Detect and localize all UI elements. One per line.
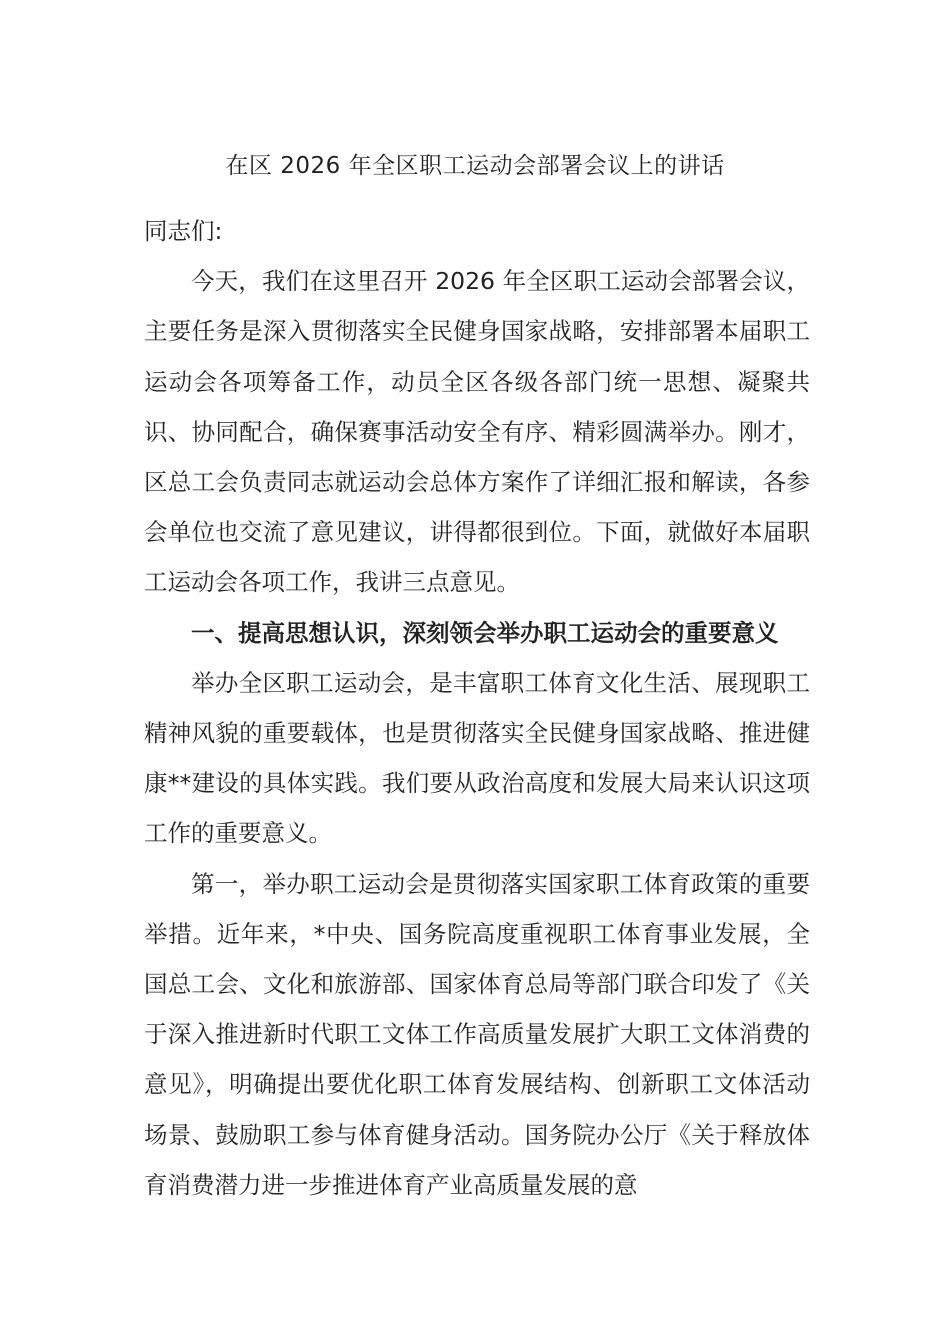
section-heading-1: 一、提高思想认识，深刻领会举办职工运动会的重要意义 (191, 618, 779, 647)
document-title: 在区 2026 年全区职工运动会部署会议上的讲话 (225, 153, 725, 179)
document-body (144, 206, 810, 1210)
paragraph-significance: 举办全区职工运动会，是丰富职工体育文化生活、展现职工精神风貌的重要载体，也是贯彻落实全民健身国家战略、推进健康**建设的具体实践。我们要从政治高度和发展大局来认识这项工作的重要意义。 (144, 668, 810, 848)
paragraph-intro: 今天，我们在这里召开 2026 年全区职工运动会部署会议，主要任务是深入贯彻落实全民健身国家战略，安排部署本届职工运动会各项筹备工作，动员全区各级各部门统一思想、凝聚共识、协同配合，确保赛事活动安全有序、精彩圆满举办。刚才，区总工会负责同志就运动会总体方案作了详细汇报和解读，各参会单位也交流了意见建议，讲得都很到位。下面，就做好本届职工运动会各项工作，我讲三点意见。 (144, 267, 810, 597)
salutation: 同志们: (144, 217, 223, 245)
paragraph-first-point: 第一，举办职工运动会是贯彻落实国家职工体育政策的重要举措。近年来，*中央、国务院高度重视职工体育事业发展，全国总工会、文化和旅游部、国家体育总局等部门联合印发了《关于深入推进新时代职工文体工作高质量发展扩大职工文体消费的意见》，明确提出要优化职工体育发展结构、创新职工文体活动场景、鼓励职工参与体育健身活动。国务院办公厅《关于释放体育消费潜力进一步推进体育产业高质量发展的意 (144, 869, 810, 1199)
